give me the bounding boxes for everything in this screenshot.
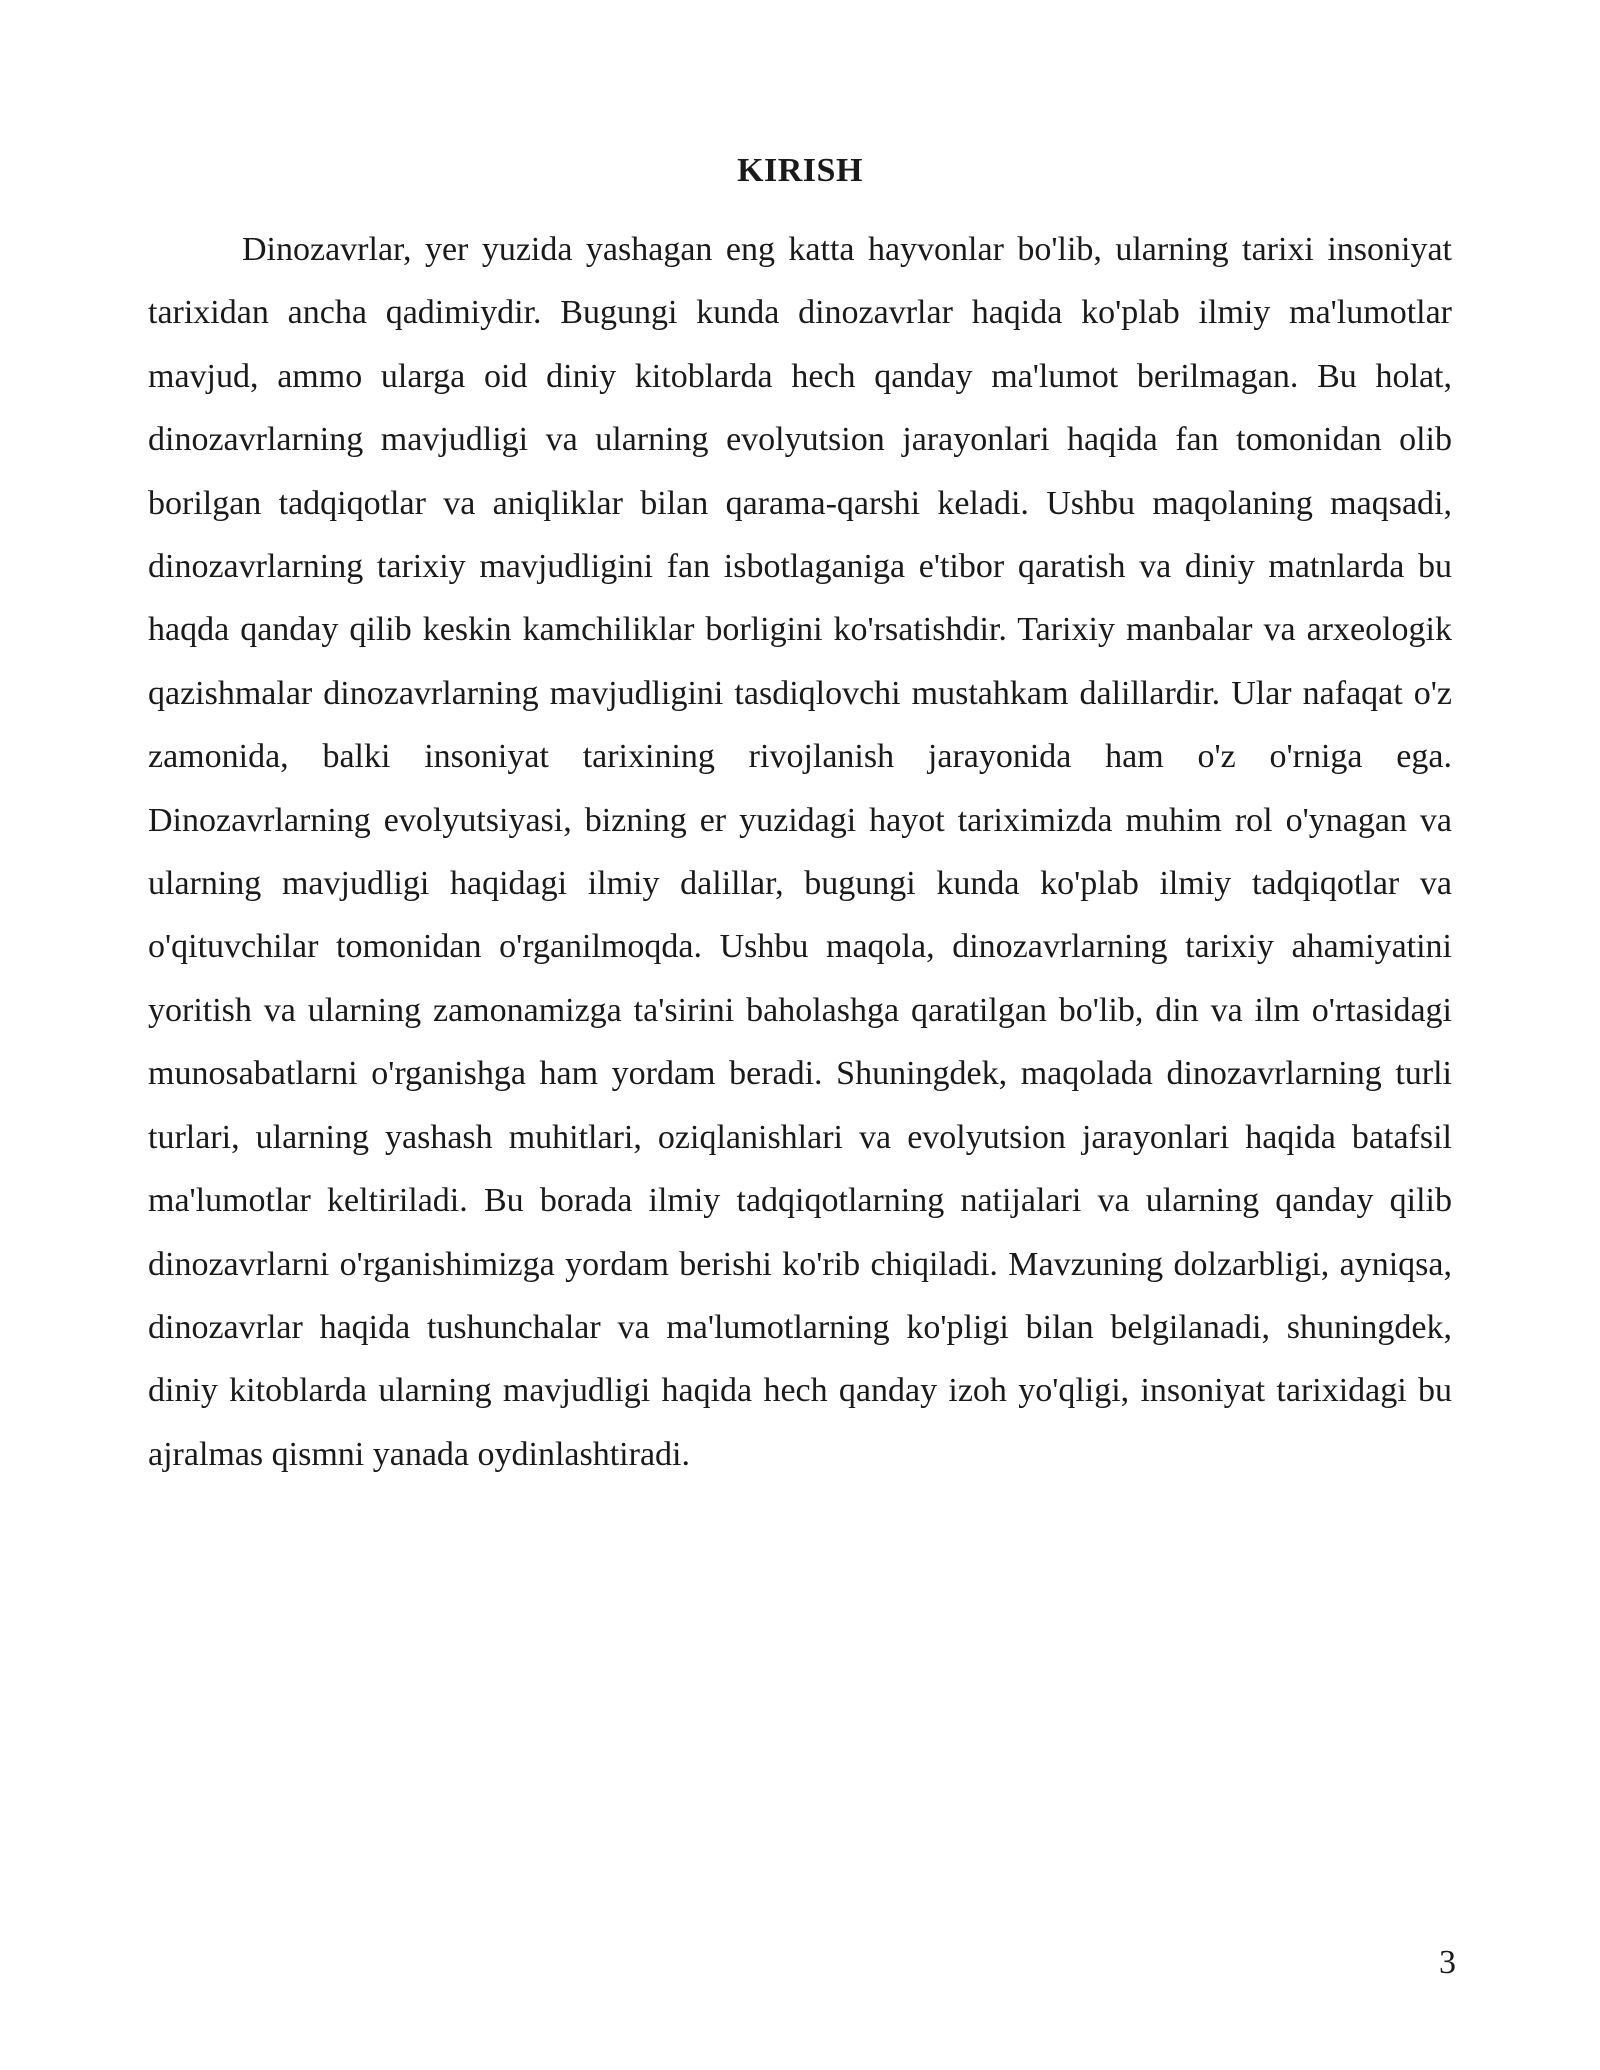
section-title: KIRISH	[737, 152, 863, 189]
page-number: 3	[1439, 1944, 1456, 1981]
body-paragraph: Dinozavrlar, yer yuzida yashagan eng katta hayvonlar bo'lib, ularning tarixi insoniyat tarixidan ancha qadimiydir. Bugungi kunda dinozavrlar haqida ko'plab ilmiy ma'lumotlar mavjud, ammo ularga oid diniy kitoblarda hech qanday ma'lumot berilmagan. Bu holat, dinozavrlarning mavjudligi va ularning evolyutsion jarayonlari haqida fan tomonidan olib borilgan tadqiqotlar va aniqliklar bilan qarama-qarshi keladi. Ushbu maqolaning maqsadi, dinozavrlarning tarixiy mavjudligini fan isbotlaganiga e'tibor qaratish va diniy matnlarda bu haqda qanday qilib keskin kamchiliklar borligini ko'rsatishdir. Tarixiy manbalar va arxeologik qazishmalar dinozavrlarning mavjudligini tasdiqlovchi mustahkam dalillardir. Ular nafaqat o'z zamonida, balki insoniyat tarixining rivojlanish jarayonida ham o'z o'rniga ega. Dinozavrlarning evolyutsiyasi, bizning er yuzidagi hayot tariximizda muhim rol o'ynagan va ularning mavjudligi haqidagi ilmiy dalillar, bugungi kunda ko'plab ilmiy tadqiqotlar va o'qituvchilar tomonidan o'rganilmoqda. Ushbu maqola, dinozavrlarning tarixiy ahamiyatini yoritish va ularning zamonamizga ta'sirini baholashga qaratilgan bo'lib, din va ilm o'rtasidagi munosabatlarni o'rganishga ham yordam beradi. Shuningdek, maqolada dinozavrlarning turli turlari, ularning yashash muhitlari, oziqlanishlari va evolyutsion jarayonlari haqida batafsil ma'lumotlar keltiriladi. Bu borada ilmiy tadqiqotlarning natijalari va ularning qanday qilib dinozavrlarni o'rganishimizga yordam berishi ko'rib chiqiladi. Mavzuning dolzarbligi, ayniqsa, dinozavrlar haqida tushunchalar va ma'lumotlarning ko'pligi bilan belgilanadi, shuningdek, diniy kitoblarda ularning mavjudligi haqida hech qanday izoh yo'qligi, insoniyat tarixidagi bu ajralmas qismni yanada oydinlashtiradi.	[148, 231, 1452, 1473]
